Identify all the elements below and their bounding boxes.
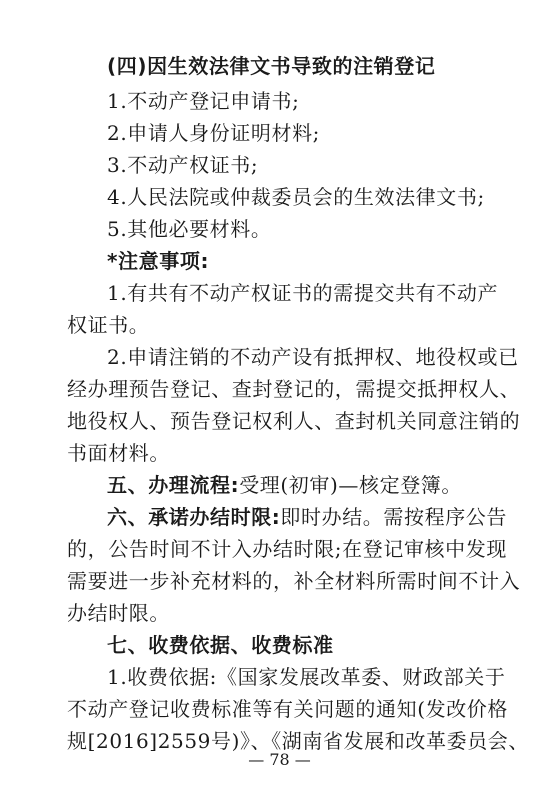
section-six-line-4: 办结时限。	[67, 601, 170, 625]
notes-title: *注意事项:	[107, 249, 210, 273]
notes-item-2-line-2: 经办理预告登记、查封登记的，需提交抵押权人、	[67, 377, 521, 401]
section-seven-line-3: 规[2016]2559号)》、《湖南省发展和改革委员会、	[67, 729, 530, 753]
page-number: — 78 —	[248, 750, 311, 769]
section-six-line-3: 需要进一步补充材料的，补全材料所需时间不计入	[67, 569, 521, 593]
notes-item-1-line-1: 1.有共有不动产权证书的需提交共有不动产	[107, 281, 499, 305]
section-four-item-1: 1.不动产登记申请书;	[107, 89, 300, 113]
section-six-text: 即时办结。需按程序公告	[280, 505, 508, 529]
section-six-line-2: 的，公告时间不计入办结时限;在登记审核中发现	[67, 537, 507, 561]
section-seven-line-1: 1.收费依据:《国家发展改革委、财政部关于	[107, 665, 506, 689]
notes-item-2-line-1: 2.申请注销的不动产设有抵押权、地役权或已	[107, 345, 519, 369]
notes-item-2-line-3: 地役权人、预告登记权利人、查封机关同意注销的	[67, 409, 521, 433]
section-five-text: 受理(初审)—核定登簿。	[239, 473, 463, 497]
section-four-item-5: 5.其他必要材料。	[107, 217, 272, 241]
section-four-item-3: 3.不动产权证书;	[107, 153, 259, 177]
section-seven-line-2: 不动产登记收费标准等有关问题的通知(发改价格	[67, 697, 509, 721]
section-six	[107, 501, 542, 533]
notes-item-1-line-2: 权证书。	[67, 313, 150, 337]
section-five-label: 五、办理流程:	[107, 473, 240, 497]
section-five	[107, 469, 542, 501]
notes-item-2-line-4: 书面材料。	[67, 441, 170, 465]
section-four-item-4: 4.人民法院或仲裁委员会的生效法律文书;	[107, 185, 485, 209]
section-six-label: 六、承诺办结时限:	[107, 505, 281, 529]
section-four-title: (四)因生效法律文书导致的注销登记	[107, 54, 436, 78]
section-seven-title: 七、收费依据、收费标准	[107, 633, 334, 657]
section-four-item-2: 2.申请人身份证明材料;	[107, 121, 321, 145]
